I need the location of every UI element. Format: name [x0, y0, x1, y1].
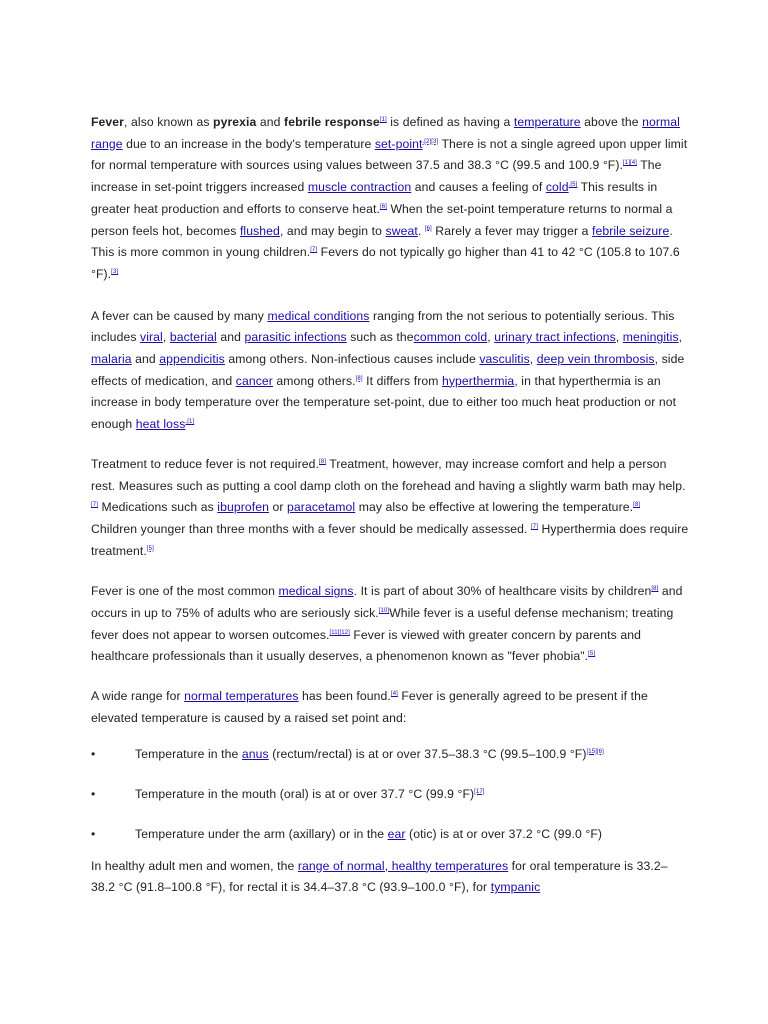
citation-ref[interactable]: [15][6]: [586, 748, 604, 755]
bullet-icon: •: [91, 786, 96, 801]
wiki-link[interactable]: ear: [387, 826, 406, 841]
paragraph-healthy-range: [91, 856, 689, 899]
citation-ref[interactable]: [10]: [378, 608, 390, 614]
citation-ref[interactable]: [7]: [310, 247, 318, 254]
text-run: ,: [529, 352, 537, 367]
citation-ref[interactable]: [5]: [146, 545, 154, 552]
text-run: may also be effective at lowering the temperature.: [355, 500, 634, 515]
citation-ref[interactable]: [1]: [379, 116, 387, 123]
wiki-link[interactable]: temperature: [513, 115, 581, 129]
text-run: . This is more common in young children.: [91, 223, 673, 260]
paragraph-epidemiology: [91, 581, 689, 668]
text-run: Children younger than three months with a fever should be medically assessed.: [91, 521, 532, 536]
list-item: [91, 824, 689, 856]
text-run: for oral temperature is 33.2–38.2 °C (91.8–100.8 °F), for rectal it is 34.4–37.8 °C (93.9–100.0 °F), for: [91, 858, 668, 895]
list-item-text: [135, 787, 485, 801]
wiki-link[interactable]: malaria: [91, 352, 132, 367]
wiki-link[interactable]: ibuprofen: [217, 500, 270, 515]
text-run: and: [216, 330, 245, 345]
wiki-link[interactable]: urinary tract infections: [494, 330, 616, 345]
bullet-icon: •: [91, 826, 96, 841]
wiki-link[interactable]: meningitis: [622, 330, 679, 345]
citation-ref[interactable]: [7]: [531, 523, 538, 530]
list-item: [91, 784, 689, 824]
citation-ref[interactable]: [8]: [318, 458, 326, 465]
text-run: (rectum/rectal) is at or over 37.5–38.3 °C (99.5–100.9 °F): [268, 746, 587, 761]
citation-ref[interactable]: .[1]: [185, 419, 195, 426]
text-run: (otic) is at or over 37.2 °C (99.0 °F): [405, 826, 603, 841]
paragraph-normal-range: [91, 686, 689, 729]
wiki-link[interactable]: anus: [241, 746, 269, 761]
bullet-icon: •: [91, 746, 96, 761]
bold-term: pyrexia: [213, 115, 257, 129]
text-run: or: [269, 500, 288, 515]
text-run: , in that hyperthermia is an increase in body temperature over the temperature set-point, due to either too much heat production or not enough: [91, 373, 677, 432]
text-run: and causes a feeling of: [411, 180, 546, 195]
wiki-link[interactable]: hyperthermia: [441, 373, 515, 388]
wiki-link[interactable]: appendicitis: [159, 352, 225, 367]
citation-ref[interactable]: [5]: [588, 651, 596, 658]
text-run: A wide range for: [91, 689, 185, 704]
text-run: above the: [580, 115, 643, 129]
citation-ref[interactable]: [3]: [111, 268, 119, 275]
bold-term: Fever: [91, 115, 125, 129]
text-run: Temperature under the arm (axillary) or in the: [135, 826, 388, 841]
wiki-link[interactable]: sweat: [385, 223, 418, 238]
text-run: Fever is generally agreed to be present if the elevated temperature is caused by a raised set point and:: [91, 689, 648, 725]
text-run: ,: [487, 330, 495, 345]
text-run: It differs from: [362, 373, 442, 388]
text-run: such as the: [346, 330, 414, 345]
text-run: Treatment to reduce fever is not required.: [91, 456, 319, 471]
citation-ref[interactable]: [1][4]: [623, 160, 637, 167]
text-run: ranging from the not serious to potentially serious. This includes: [91, 308, 675, 345]
wiki-link[interactable]: parasitic infections: [244, 330, 347, 345]
citation-ref[interactable]: [11][12]: [329, 629, 350, 636]
citation-ref[interactable]: [17]: [474, 788, 485, 795]
text-run: A fever can be caused by many: [91, 308, 268, 323]
text-run: Hyperthermia does require treatment.: [91, 521, 689, 558]
text-run: ,: [162, 330, 170, 345]
wiki-link[interactable]: heat loss: [135, 417, 186, 432]
citation-ref[interactable]: [6]: [424, 225, 432, 232]
wiki-link[interactable]: paracetamol: [287, 500, 356, 515]
text-run: Fever is viewed with greater concern by parents and healthcare professionals than it usually deserves, a phenomenon known as "fever phobia".: [91, 627, 641, 664]
wiki-link[interactable]: tympanic: [490, 880, 541, 895]
text-run: .: [417, 223, 425, 238]
text-run: due to an increase in the body's temperature: [122, 136, 375, 151]
wiki-link[interactable]: set-point: [374, 136, 423, 151]
wiki-link[interactable]: febrile seizure: [591, 223, 670, 238]
text-run: Rarely a fever may trigger a: [431, 223, 592, 238]
list-item: [91, 744, 689, 784]
text-run: Medications such as: [97, 500, 218, 515]
bold-term: febrile response: [284, 115, 380, 129]
wiki-link[interactable]: common cold: [413, 330, 488, 345]
text-run: The increase in set-point triggers increased: [91, 158, 662, 195]
text-run: , side effects of medication, and: [91, 352, 685, 388]
citation-ref[interactable]: [8]: [633, 502, 641, 509]
article-body: [91, 112, 689, 899]
text-run: is defined as having a: [386, 115, 514, 129]
text-run: There is not a single agreed upon upper limit for normal temperature with sources using values between 37.5 and 38.3 °C (99.5 and 100.9 °F).: [91, 136, 688, 173]
text-run: and occurs in up to 75% of adults who are seriously sick.: [91, 584, 683, 621]
wiki-link[interactable]: bacterial: [169, 330, 217, 345]
wiki-link[interactable]: range of normal, healthy temperatures: [297, 858, 509, 873]
text-run: and: [131, 352, 160, 367]
text-run: In healthy adult men and women, the: [91, 858, 298, 873]
text-run: When the set-point temperature returns to normal a person feels hot, becomes: [91, 201, 673, 238]
citation-ref[interactable]: [6]: [379, 203, 387, 210]
wiki-link[interactable]: flushed: [239, 223, 280, 238]
wiki-link[interactable]: normal temperatures: [184, 689, 299, 704]
text-run: among others.: [272, 373, 356, 388]
list-item-text: [135, 747, 604, 761]
text-run: This results in greater heat production and efforts to conserve heat.: [91, 180, 658, 216]
list-item-text: [135, 827, 602, 841]
paragraph-causes: [91, 306, 689, 436]
text-run: , and may begin to: [279, 223, 386, 238]
citation-ref[interactable]: [4]: [390, 691, 398, 698]
wiki-link[interactable]: medical conditions: [267, 308, 370, 323]
wiki-link[interactable]: cancer: [235, 373, 273, 388]
text-run: Fever is one of the most common: [91, 584, 279, 599]
citation-ref[interactable]: [7]: [91, 502, 98, 509]
text-run: has been found.: [298, 689, 391, 704]
text-run: ,: [678, 330, 683, 345]
citation-ref[interactable]: .[5]: [568, 182, 578, 189]
text-run: , also known as: [124, 115, 214, 129]
text-run: Temperature in the: [135, 746, 242, 761]
wiki-link[interactable]: normal range: [91, 115, 680, 151]
text-run: . It is part of about 30% of healthcare visits by children: [353, 584, 652, 599]
wiki-link[interactable]: viral: [140, 330, 163, 345]
wiki-link[interactable]: muscle contraction: [307, 180, 412, 195]
citation-ref[interactable]: .[2][3]: [422, 138, 439, 145]
wiki-link[interactable]: deep vein thrombosis: [536, 352, 655, 367]
fever-criteria-list: [91, 744, 689, 856]
text-run: ,: [615, 330, 623, 345]
text-run: Fevers do not typically go higher than 41 to 42 °C (105.8 to 107.6 °F).: [91, 245, 680, 281]
text-run: Temperature in the mouth (oral) is at or over 37.7 °C (99.9 °F): [135, 786, 475, 801]
wiki-link[interactable]: cold: [545, 180, 569, 195]
paragraph-definition: [91, 112, 689, 286]
text-run: Treatment, however, may increase comfort and help a person rest. Measures such as putting a cool damp cloth on the forehead and having a slightly warm bath may help.: [91, 456, 686, 493]
citation-ref[interactable]: [8]: [355, 375, 363, 382]
citation-ref[interactable]: [8]: [651, 586, 659, 593]
text-run: among others. Non-infectious causes include: [224, 352, 480, 367]
wiki-link[interactable]: vasculitis: [479, 352, 530, 367]
text-run: and: [256, 115, 285, 129]
paragraph-treatment: [91, 454, 689, 563]
wiki-link[interactable]: medical signs: [278, 584, 354, 599]
text-run: While fever is a useful defense mechanism; treating fever does not appear to worsen outcomes.: [91, 606, 674, 642]
